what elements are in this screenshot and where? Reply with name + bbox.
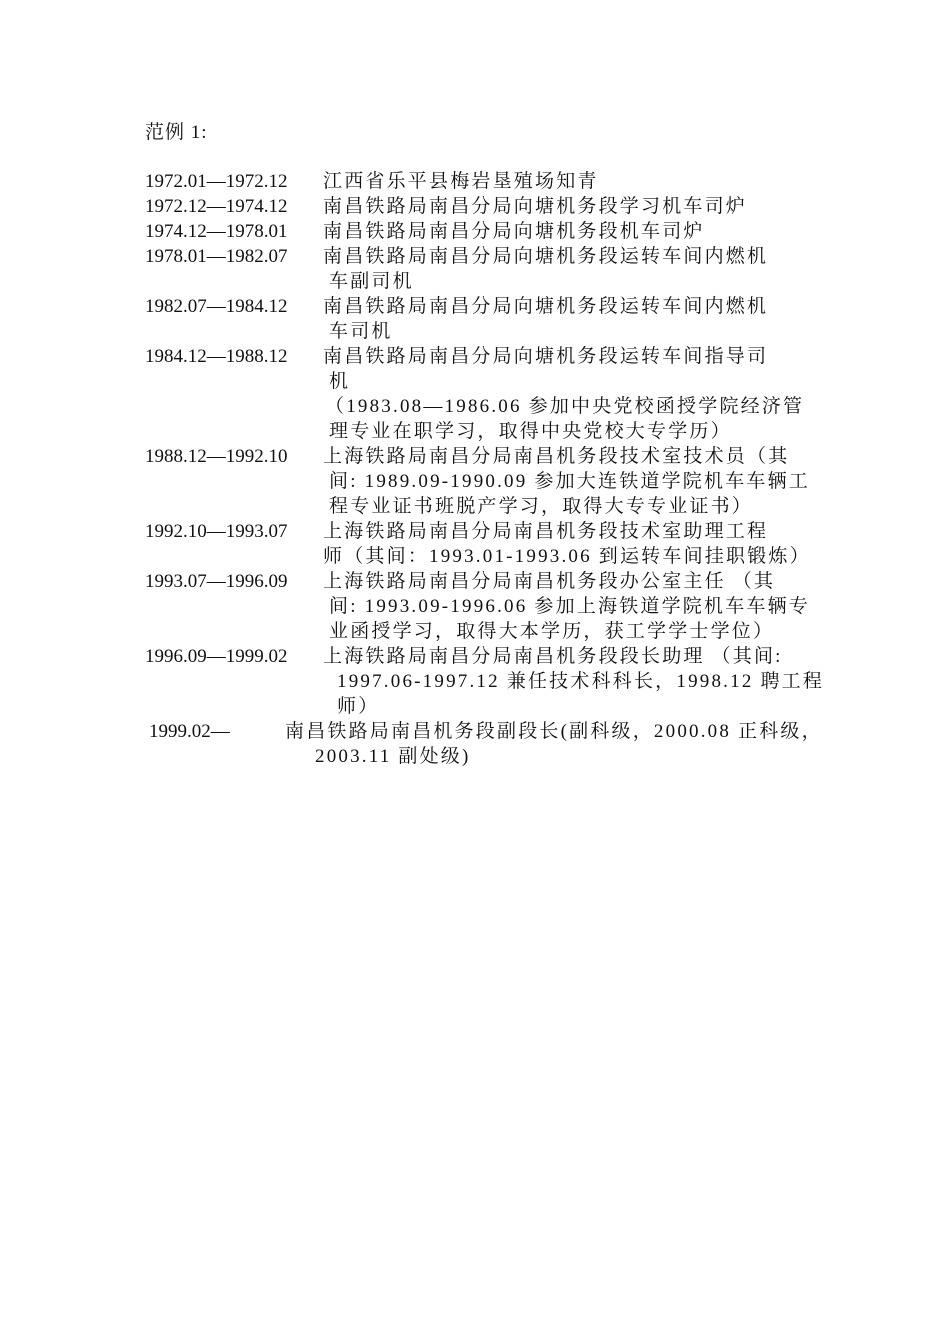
entry-line: 理专业在职学习，取得中央党校大专学历） (329, 421, 732, 442)
entry-line: 上海铁路局南昌分局南昌机务段段长助理 （其间: (323, 646, 783, 667)
entry-description (323, 569, 813, 644)
entry-line: 车副司机 (329, 271, 414, 292)
entry-description (323, 294, 813, 344)
entry-line: 江西省乐平县梅岩垦殖场知青 (323, 171, 599, 192)
entry-line: 南昌铁路局南昌分局向塘机务段学习机车司炉 (323, 196, 748, 217)
resume-entry (145, 344, 825, 444)
entry-line: 间: 1989.09-1990.09 参加大连铁道学院机车车辆工 (329, 471, 811, 492)
entry-line: 师） (337, 696, 380, 717)
example-heading: 范例 1: (145, 122, 208, 143)
entry-line: 南昌铁路局南昌分局向塘机务段运转车间指导司 (323, 346, 769, 367)
resume-entry (145, 219, 825, 244)
entry-line: 1997.06-1997.12 兼任技术科科长，1998.12 聘工程 (337, 671, 825, 692)
entry-line: 上海铁路局南昌分局南昌机务段办公室主任 （其 (323, 571, 776, 592)
resume-entry (145, 244, 825, 294)
entry-line: 业函授学习，取得大本学历，获工学学士学位） (329, 621, 775, 642)
entry-description (323, 219, 813, 244)
resume-entry (145, 444, 825, 519)
resume-entry (145, 194, 825, 219)
entry-line: 南昌铁路局南昌机务段副段长(副科级，2000.08 正科级， (285, 721, 823, 742)
entry-date-range: 1988.12—1992.10 (145, 446, 288, 467)
entry-description (323, 444, 813, 519)
resume-entry (145, 519, 825, 569)
entry-line: 车司机 (329, 321, 393, 342)
entry-description (323, 644, 825, 719)
entry-date-range: 1999.02— (149, 721, 230, 742)
entry-date-range: 1993.07—1996.09 (145, 571, 288, 592)
entry-date-range: 1972.12—1974.12 (145, 196, 288, 217)
entry-line: 上海铁路局南昌分局南昌机务段技术室技术员（其 (323, 446, 790, 467)
entry-description (323, 169, 813, 194)
entry-date-range: 1992.10—1993.07 (145, 521, 288, 542)
entry-date-range: 1978.01—1982.07 (145, 246, 288, 267)
entry-line: 南昌铁路局南昌分局向塘机务段机车司炉 (323, 221, 705, 242)
entry-line: 机 (329, 371, 351, 392)
entry-date-range: 1972.01—1972.12 (145, 171, 288, 192)
resume-entry (145, 644, 825, 719)
entry-line: 南昌铁路局南昌分局向塘机务段运转车间内燃机 (323, 246, 769, 267)
entry-line: 师（其间：1993.01-1993.06 到运转车间挂职锻炼） (323, 546, 811, 567)
entry-description (323, 194, 813, 219)
entry-description (323, 344, 813, 444)
entry-description (323, 519, 813, 569)
entry-date-range: 1984.12—1988.12 (145, 346, 288, 367)
resume-entry (145, 294, 825, 344)
entry-line: 南昌铁路局南昌分局向塘机务段运转车间内燃机 (323, 296, 769, 317)
entry-line: 上海铁路局南昌分局南昌机务段技术室助理工程 (323, 521, 769, 542)
entry-line: 间: 1993.09-1996.06 参加上海铁道学院机车车辆专 (329, 596, 811, 617)
resume-entry (145, 569, 825, 644)
entry-date-range: 1996.09—1999.02 (145, 646, 288, 667)
resume-entry (145, 719, 825, 769)
entry-description (285, 719, 823, 769)
entry-date-range: 1982.07—1984.12 (145, 296, 288, 317)
entry-line: （1983.08—1986.06 参加中央党校函授学院经济管 (325, 396, 805, 417)
resume-entry-list (145, 169, 825, 769)
entry-date-range: 1974.12—1978.01 (145, 221, 288, 242)
entry-line: 程专业证书班脱产学习，取得大专专业证书） (329, 496, 754, 517)
entry-line: 2003.11 副处级) (315, 746, 471, 767)
resume-entry (145, 169, 825, 194)
entry-description (323, 244, 813, 294)
